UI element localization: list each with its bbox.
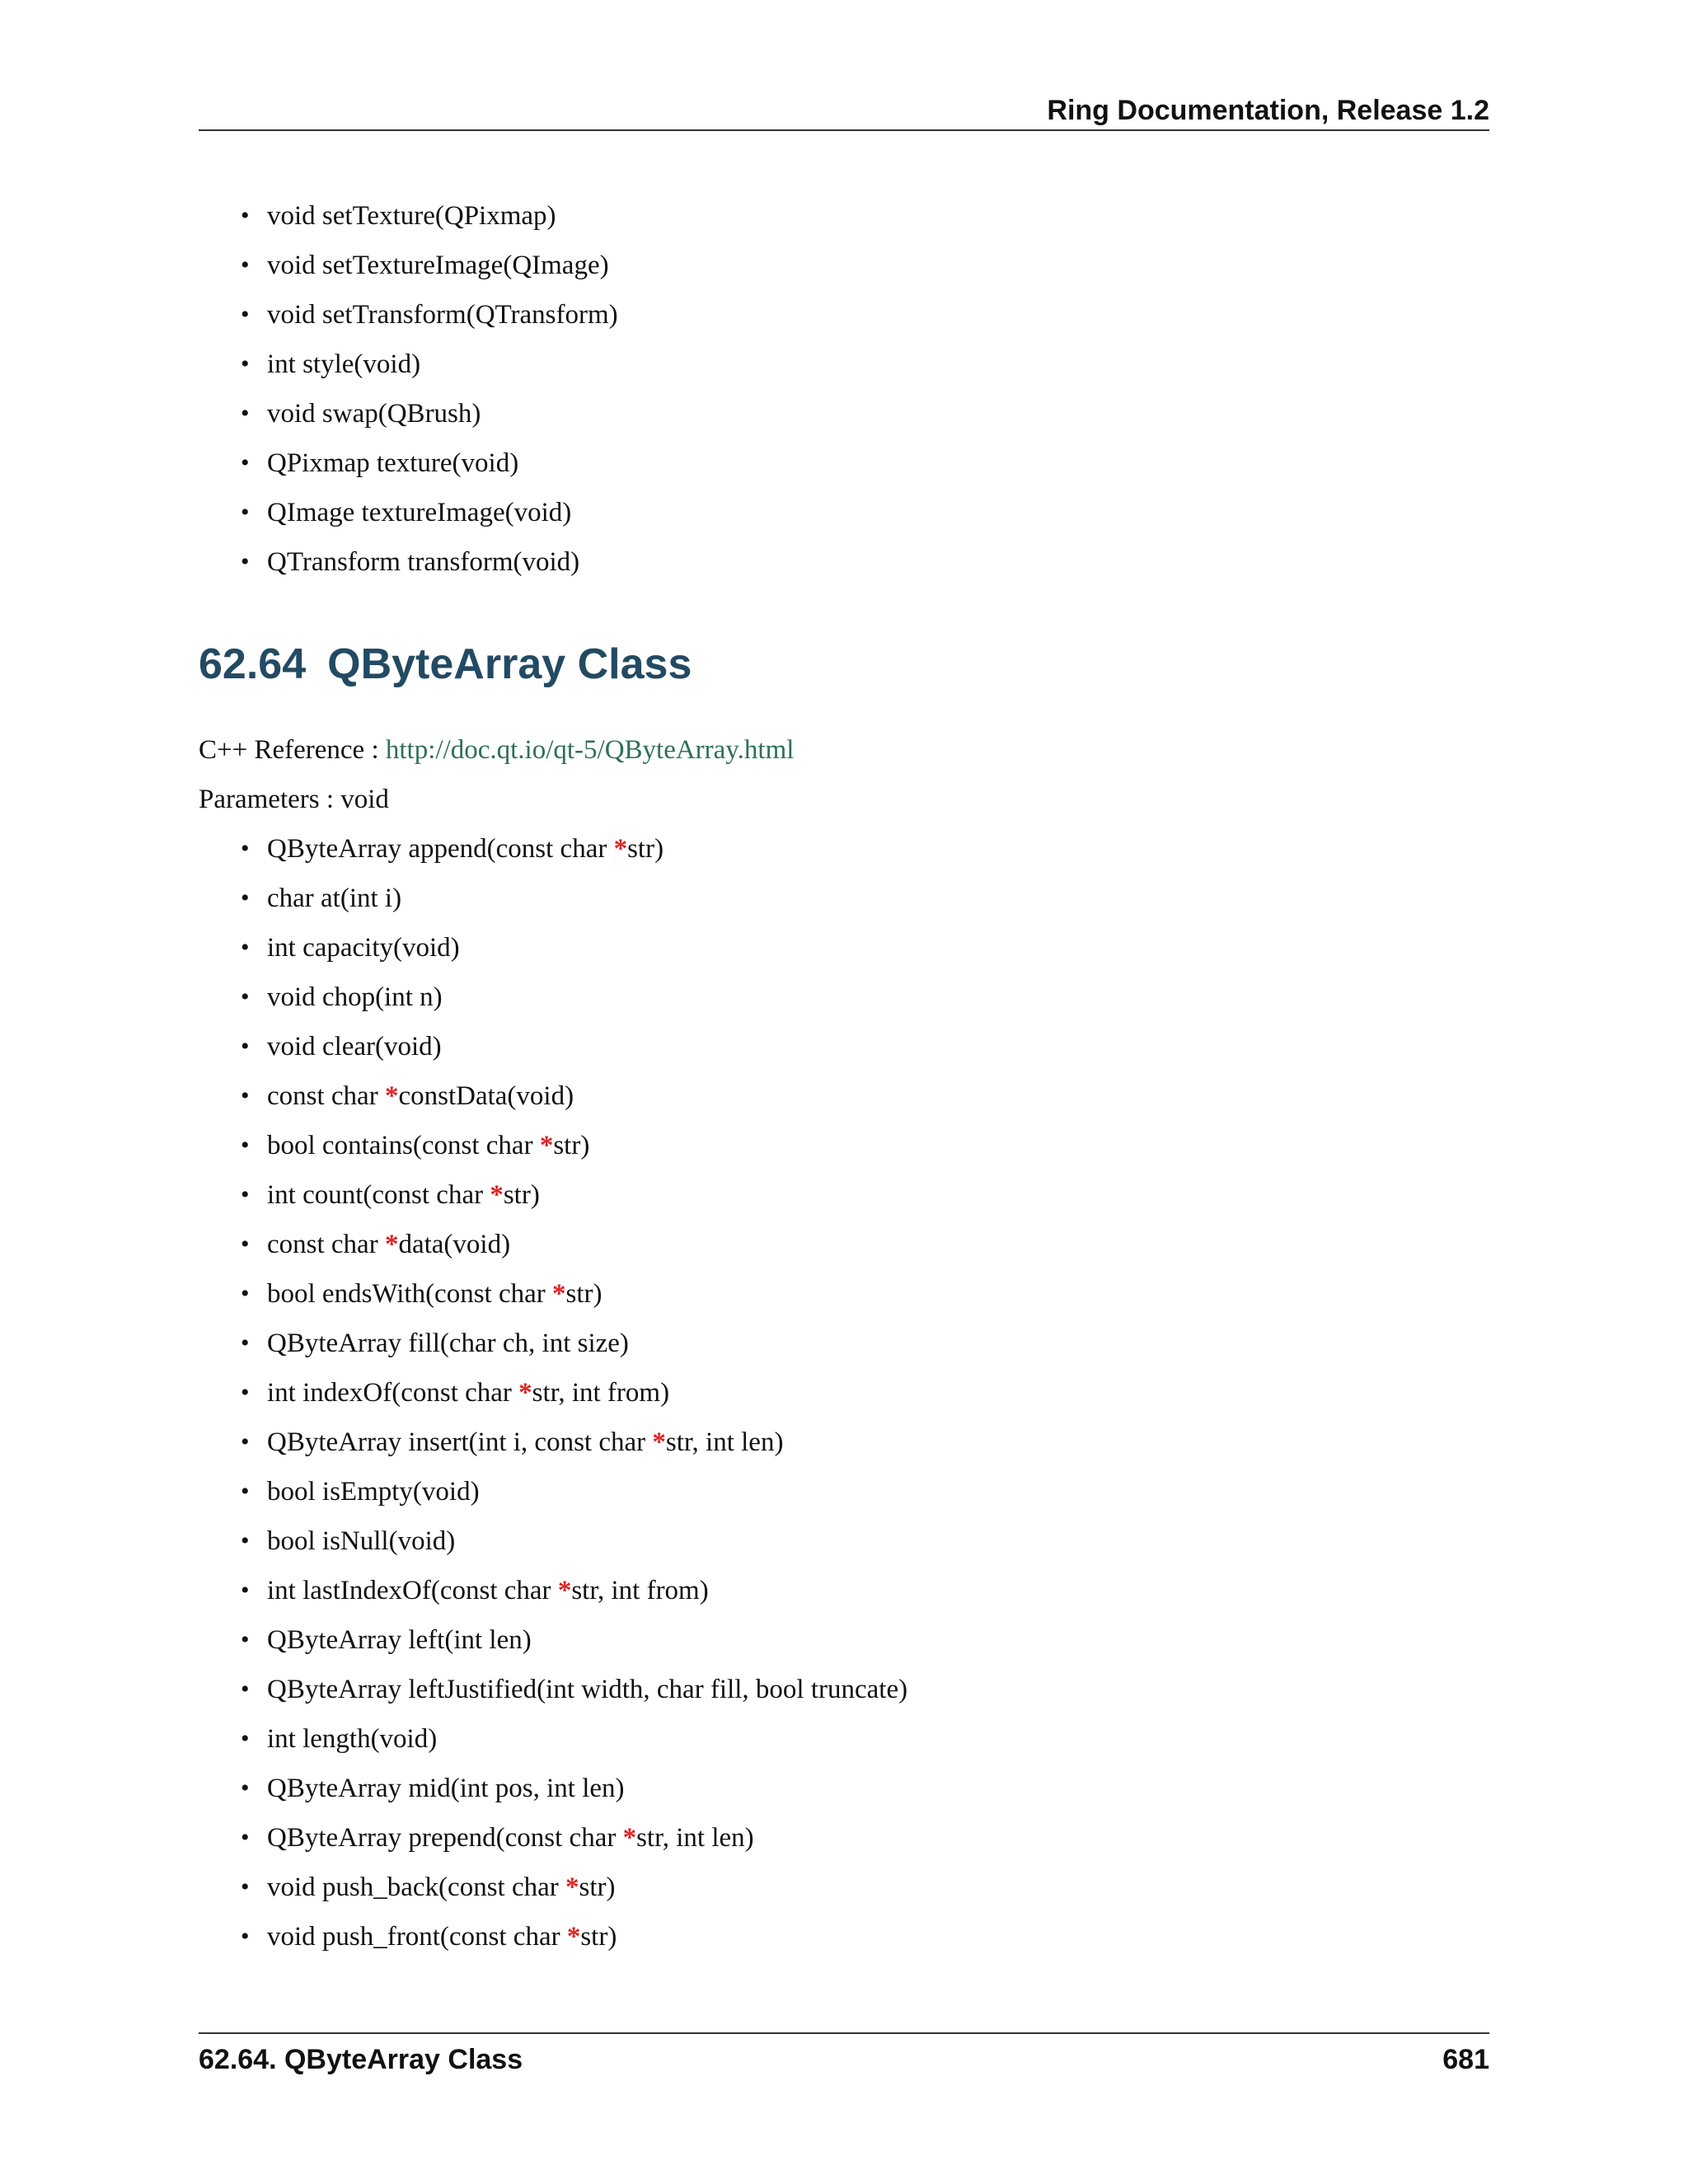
bullet-icon: • [241, 251, 250, 279]
pointer-asterisk: * [565, 1872, 579, 1902]
section-title: QByteArray Class [327, 640, 692, 688]
pointer-asterisk: * [552, 1279, 566, 1309]
pointer-asterisk: * [384, 1230, 399, 1259]
bullet-icon: • [241, 548, 250, 575]
list-item [0, 1863, 907, 1912]
list-item [0, 923, 907, 972]
list-item [0, 1764, 907, 1813]
list-item [0, 1615, 907, 1665]
list-item [0, 1418, 907, 1467]
method-signature: const char [267, 1081, 385, 1111]
method-signature: char at(int i) [267, 883, 402, 913]
method-signature-rest: str) [579, 1872, 616, 1902]
bullet-icon: • [241, 1527, 250, 1554]
list-item [0, 438, 618, 488]
pointer-asterisk: * [539, 1131, 554, 1160]
method-signature-rest: str, int len) [665, 1427, 784, 1457]
list-item [0, 824, 907, 874]
method-signature: const char [267, 1230, 385, 1259]
list-item [0, 389, 618, 438]
list-item [0, 1368, 907, 1418]
method-signature: int lastIndexOf(const char [267, 1576, 558, 1605]
method-signature: void setTexture(QPixmap) [267, 201, 556, 231]
bullet-icon: • [241, 835, 250, 862]
method-signature-rest: str) [565, 1279, 603, 1309]
method-signature-rest: str, int from) [571, 1576, 709, 1605]
method-signature: QImage textureImage(void) [267, 498, 572, 527]
method-signature: int length(void) [267, 1724, 438, 1754]
list-item [0, 537, 618, 587]
method-signature: QPixmap texture(void) [267, 448, 519, 478]
cpp-reference [199, 725, 794, 775]
method-signature: QByteArray leftJustified(int width, char fill, bool truncate) [267, 1675, 908, 1704]
bullet-icon: • [241, 1626, 250, 1653]
list-item [0, 290, 618, 340]
bullet-icon: • [241, 1181, 250, 1208]
method-signature: QByteArray append(const char [267, 834, 614, 864]
method-signature-rest: str, int from) [532, 1378, 670, 1408]
method-signature: void swap(QBrush) [267, 399, 481, 429]
bullet-icon: • [241, 1379, 250, 1406]
method-signature: QByteArray left(int len) [267, 1625, 532, 1655]
pointer-asterisk: * [518, 1378, 532, 1408]
bullet-icon: • [241, 1280, 250, 1307]
pointer-asterisk: * [622, 1823, 637, 1853]
method-signature: bool isNull(void) [267, 1526, 456, 1556]
running-header: Ring Documentation, Release 1.2 [1047, 95, 1489, 126]
list-item [0, 1912, 907, 1961]
bullet-icon: • [241, 1873, 250, 1900]
section-heading [199, 635, 692, 694]
footer-section-title: 62.64. QByteArray Class [199, 2044, 523, 2075]
bullet-icon: • [241, 202, 250, 229]
bullet-icon: • [241, 1428, 250, 1455]
list-item [0, 1566, 907, 1615]
page-number: 681 [1442, 2044, 1489, 2075]
pointer-asterisk: * [384, 1081, 399, 1111]
list-item [0, 972, 907, 1022]
list-item [0, 1516, 907, 1566]
method-signature: void push_front(const char [267, 1922, 567, 1952]
method-signature-rest: str) [627, 834, 664, 864]
method-signature: QByteArray insert(int i, const char [267, 1427, 653, 1457]
list-item [0, 1714, 907, 1764]
method-signature-rest: str) [503, 1180, 540, 1210]
bullet-icon: • [241, 449, 250, 476]
bullet-icon: • [241, 1725, 250, 1752]
bullet-icon: • [241, 400, 250, 427]
list-item [0, 1665, 907, 1714]
method-signature: QByteArray fill(char ch, int size) [267, 1329, 629, 1358]
bullet-icon: • [241, 1132, 250, 1159]
section-number: 62.64 [199, 640, 307, 688]
list-item [0, 1813, 907, 1863]
method-signature: QByteArray mid(int pos, int len) [267, 1774, 625, 1803]
bullet-icon: • [241, 934, 250, 961]
method-signature: void setTextureImage(QImage) [267, 251, 609, 280]
list-item [0, 241, 618, 290]
bullet-icon: • [241, 350, 250, 377]
list-item [0, 1121, 907, 1170]
pointer-asterisk: * [566, 1922, 581, 1952]
bullet-icon: • [241, 1230, 250, 1258]
method-signature: int capacity(void) [267, 933, 460, 963]
header-rule [199, 129, 1489, 131]
method-signature: QByteArray prepend(const char [267, 1823, 623, 1853]
method-signature-rest: str, int len) [636, 1823, 754, 1853]
method-signature: void push_back(const char [267, 1872, 565, 1902]
bullet-icon: • [241, 301, 250, 328]
bullet-icon: • [241, 884, 250, 912]
method-signature: int style(void) [267, 349, 421, 379]
method-signature-rest: constData(void) [398, 1081, 574, 1111]
cpp-reference-label: C++ Reference : [199, 735, 386, 765]
bullet-icon: • [241, 1478, 250, 1505]
list-item [0, 340, 618, 389]
bullet-icon: • [241, 1774, 250, 1802]
method-signature: void setTransform(QTransform) [267, 300, 618, 330]
bullet-icon: • [241, 1329, 250, 1357]
method-signature-rest: str) [580, 1922, 617, 1952]
list-item [0, 191, 618, 241]
list-item [0, 1022, 907, 1071]
method-signature: int indexOf(const char [267, 1378, 519, 1408]
list-item [0, 1319, 907, 1368]
list-item [0, 1220, 907, 1269]
list-item [0, 1170, 907, 1220]
parameters-line: Parameters : void [199, 785, 389, 814]
method-signature: void clear(void) [267, 1032, 442, 1062]
method-signature: int count(const char [267, 1180, 490, 1210]
pointer-asterisk: * [490, 1180, 504, 1210]
method-signature: bool isEmpty(void) [267, 1477, 480, 1507]
method-signature: QTransform transform(void) [267, 547, 580, 577]
method-signature: void chop(int n) [267, 982, 443, 1012]
method-signature: bool contains(const char [267, 1131, 540, 1160]
bullet-icon: • [241, 983, 250, 1010]
pointer-asterisk: * [652, 1427, 666, 1457]
list-item [0, 1269, 907, 1319]
bullet-icon: • [241, 1033, 250, 1060]
bullet-icon: • [241, 1577, 250, 1604]
method-signature: bool endsWith(const char [267, 1279, 553, 1309]
pointer-asterisk: * [613, 834, 628, 864]
method-signature-rest: str) [553, 1131, 590, 1160]
list-item [0, 874, 907, 923]
bullet-icon: • [241, 1082, 250, 1109]
footer-rule [199, 2032, 1489, 2034]
bullet-icon: • [241, 1675, 250, 1703]
method-list-qbrush-continued [0, 191, 618, 587]
method-list-qbytearray [0, 824, 907, 1961]
bullet-icon: • [241, 1824, 250, 1851]
pointer-asterisk: * [557, 1576, 572, 1605]
list-item [0, 1071, 907, 1121]
list-item [0, 1467, 907, 1516]
cpp-reference-link[interactable]: http://doc.qt.io/qt-5/QByteArray.html [385, 735, 795, 765]
bullet-icon: • [241, 1923, 250, 1950]
bullet-icon: • [241, 499, 250, 526]
list-item [0, 488, 618, 537]
method-signature-rest: data(void) [398, 1230, 511, 1259]
